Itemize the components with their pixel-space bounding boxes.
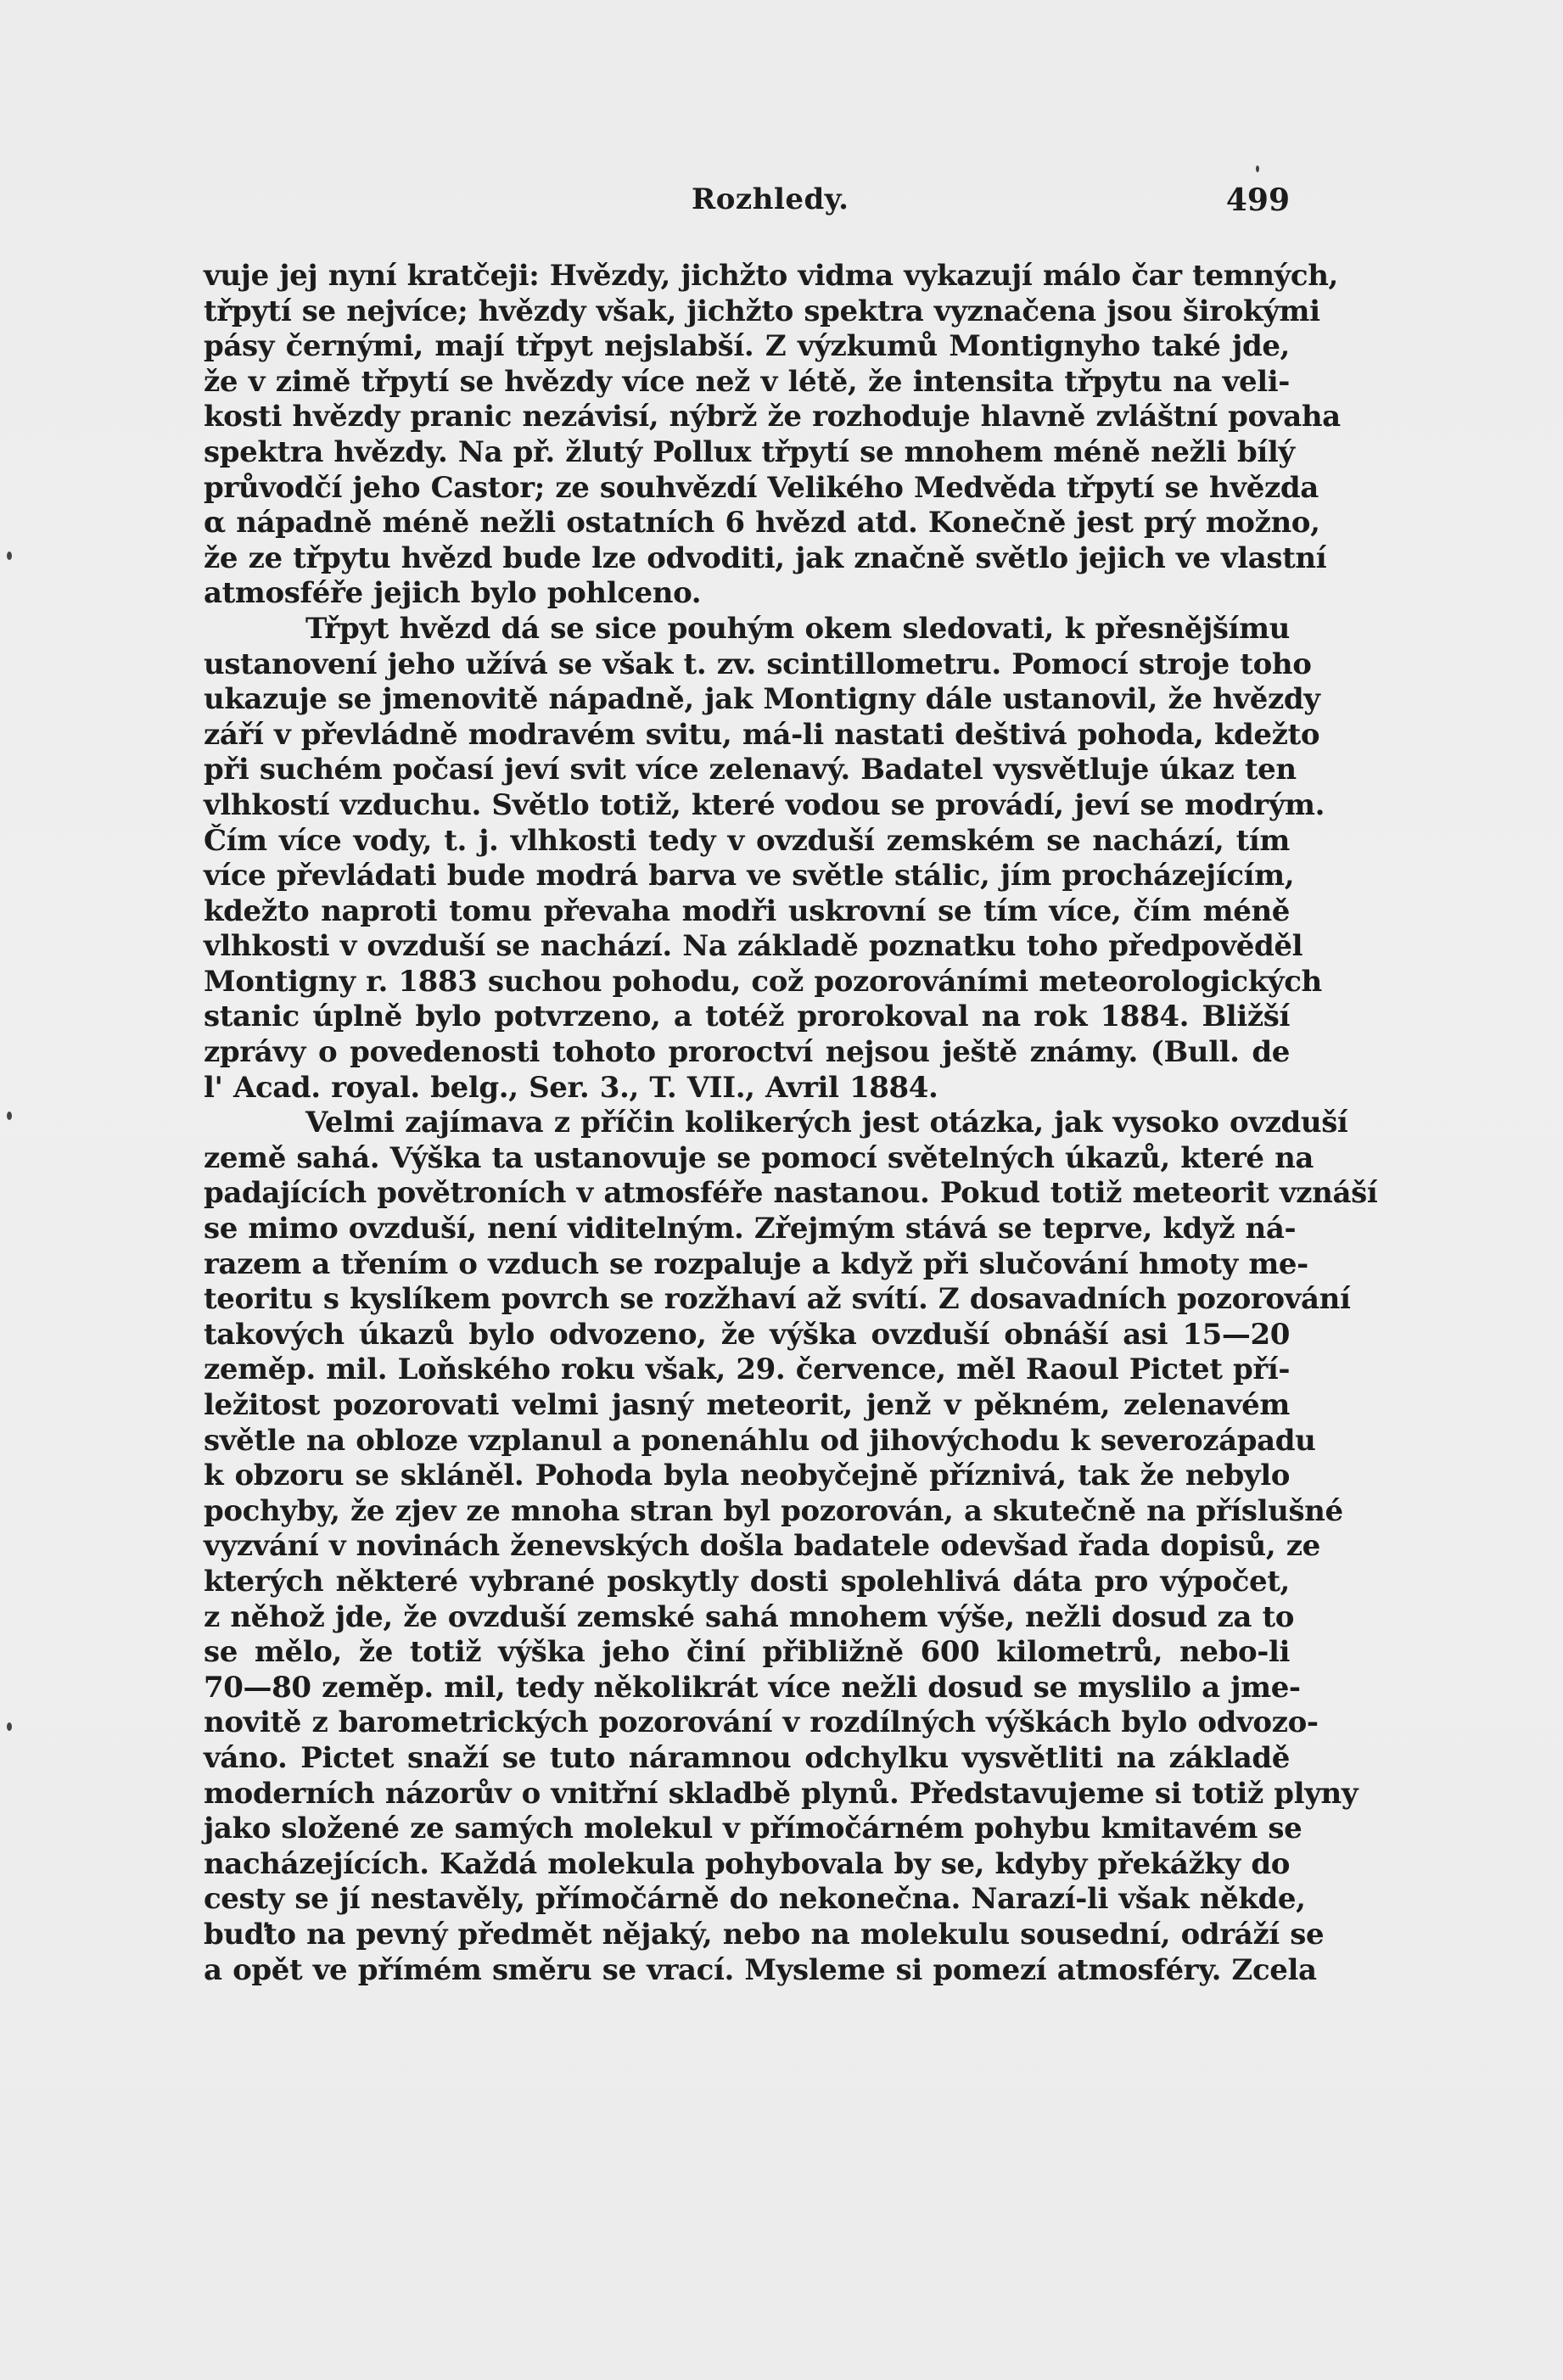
page-number: 499 [1225, 182, 1290, 218]
margin-speck [1256, 165, 1259, 172]
margin-speck [7, 1722, 12, 1731]
text-line: zprávy o povedenosti tohoto proroctví nejsou ještě známy. (Bull. de [204, 1035, 1290, 1070]
text-line: že v zimě třpytí se hvězdy více než v létě, že intensita třpytu na veli- [204, 364, 1290, 399]
text-line: vuje jej nyní kratčeji: Hvězdy, jichžto vidma vykazují málo čar temných, [204, 259, 1338, 293]
text-line: moderních názorův o vnitřní skladbě plynů. Představujeme si totiž plyny [204, 1776, 1359, 1811]
text-line: země sahá. Výška ta ustanovuje se pomocí světelných úkazů, které na [204, 1140, 1314, 1175]
running-title: Rozhledy. [692, 182, 849, 216]
text-line: stanic úplně bylo potvrzeno, a totéž prorokoval na rok 1884. Bližší [204, 1000, 1290, 1034]
text-line: padajících povětroních v atmosféře nastanou. Pokud totiž meteorit vznáší [204, 1176, 1378, 1211]
text-line: kdežto naproti tomu převaha modři uskrovní se tím více, čím méně [204, 893, 1290, 928]
text-line: váno. Pictet snaží se tuto náramnou odchylku vysvětliti na základě [204, 1740, 1290, 1775]
text-line: vlhkosti v ovzduší se nachází. Na základě poznatku toho předpověděl [204, 929, 1303, 964]
text-line: vyzvání v novinách ženevských došla badatele odevšad řada dopisů, ze [204, 1529, 1320, 1564]
text-line: vlhkostí vzduchu. Světlo totiž, které vodou se provádí, jeví se modrým. [204, 787, 1325, 822]
text-line: k obzoru se skláněl. Pohoda byla neobyčejně příznivá, tak že nebylo [204, 1459, 1290, 1493]
text-line: se mimo ovzduší, není viditelným. Zřejmým stává se teprve, když ná- [204, 1212, 1297, 1246]
text-line: novitě z barometrických pozorování v rozdílných výškách bylo odvozo- [204, 1705, 1319, 1740]
text-line: zeměp. mil. Loňského roku však, 29. července, měl Raoul Pictet pří- [204, 1352, 1291, 1387]
text-line: 70—80 zeměp. mil, tedy několikrát více nežli dosud se myslilo a jme- [204, 1670, 1301, 1705]
text-line: pochyby, že zjev ze mnoha stran byl pozorován, a skutečně na příslušné [204, 1493, 1343, 1528]
body-text [204, 259, 1378, 1988]
text-line: více převládati bude modrá barva ve světle stálic, jím procházejícím, [204, 859, 1295, 893]
text-line: Velmi zajímava z příčin kolikerých jest otázka, jak vysoko ovzduší [305, 1106, 1348, 1140]
text-line: Třpyt hvězd dá se sice pouhým okem sledovati, k přesnějšímu [305, 611, 1290, 646]
text-line: jako složené ze samých molekul v přímočárném pohybu kmitavém se [204, 1812, 1302, 1846]
text-line: pásy černými, mají třpyt nejslabší. Z výzkumů Montignyho také jde, [204, 329, 1290, 364]
text-line: průvodčí jeho Castor; ze souhvězdí Velikého Medvěda třpytí se hvězda [204, 470, 1319, 505]
text-line: třpytí se nejvíce; hvězdy však, jichžto spektra vyznačena jsou širokými [204, 294, 1320, 328]
text-line: světle na obloze vzplanul a ponenáhlu od jihovýchodu k severozápadu [204, 1423, 1316, 1458]
text-line: buďto na pevný předmět nějaký, nebo na molekulu sousední, odráží se [204, 1917, 1325, 1952]
text-line: z něhož jde, že ovzduší zemské sahá mnohem výše, nežli dosud za to [204, 1599, 1295, 1634]
text-line: nacházejících. Každá molekula pohybovala by se, kdyby překážky do [204, 1846, 1290, 1881]
text-line: razem a třením o vzduch se rozpaluje a když při slučování hmoty me- [204, 1246, 1308, 1281]
text-line: cesty se jí nestavěly, přímočárně do nekonečna. Narazí-li však někde, [204, 1882, 1306, 1917]
text-line: spektra hvězdy. Na př. žlutý Pollux třpytí se mnohem méně nežli bílý [204, 434, 1295, 469]
text-line: atmosféře jejich bylo pohlceno. [204, 576, 702, 611]
running-head [204, 182, 1290, 230]
text-line: ležitost pozorovati velmi jasný meteorit, jenž v pěkném, zelenavém [204, 1388, 1290, 1422]
text-line: kterých některé vybrané poskytly dosti spolehlivá dáta pro výpočet, [204, 1564, 1290, 1599]
text-line: l' Acad. royal. belg., Ser. 3., T. VII., Avril 1884. [204, 1070, 938, 1105]
text-line: takových úkazů bylo odvozeno, že výška ovzduší obnáší asi 15—20 [204, 1317, 1290, 1352]
text-line: při suchém počasí jeví svit více zelenavý. Badatel vysvětluje úkaz ten [204, 753, 1297, 787]
margin-speck [7, 552, 12, 560]
text-line: se mělo, že totiž výška jeho činí přibližně 600 kilometrů, nebo-li [204, 1635, 1290, 1670]
text-line: kosti hvězdy pranic nezávisí, nýbrž že rozhoduje hlavně zvláštní povaha [204, 400, 1341, 434]
margin-speck [7, 1112, 12, 1120]
text-line: ukazuje se jmenovitě nápadně, jak Montigny dále ustanovil, že hvězdy [204, 682, 1320, 717]
text-line: Čím více vody, t. j. vlhkosti tedy v ovzduší zemském se nachází, tím [204, 823, 1290, 858]
text-line: a opět ve přímém směru se vrací. Mysleme si pomezí atmosféry. Zcela [204, 1952, 1317, 1987]
text-line: teoritu s kyslíkem povrch se rozžhaví až svítí. Z dosavadních pozorování [204, 1282, 1351, 1317]
text-line: září v převládně modravém svitu, má-li nastati deštivá pohoda, kdežto [204, 717, 1320, 752]
text-line: že ze třpytu hvězd bude lze odvoditi, jak značně světlo jejich ve vlastní [204, 540, 1327, 575]
text-line: ustanovení jeho užívá se však t. zv. scintillometru. Pomocí stroje toho [204, 647, 1312, 681]
text-line: Montigny r. 1883 suchou pohodu, což pozorováními meteorologických [204, 964, 1322, 999]
text-line: α nápadně méně nežli ostatních 6 hvězd atd. Konečně jest prý možno, [204, 506, 1320, 540]
